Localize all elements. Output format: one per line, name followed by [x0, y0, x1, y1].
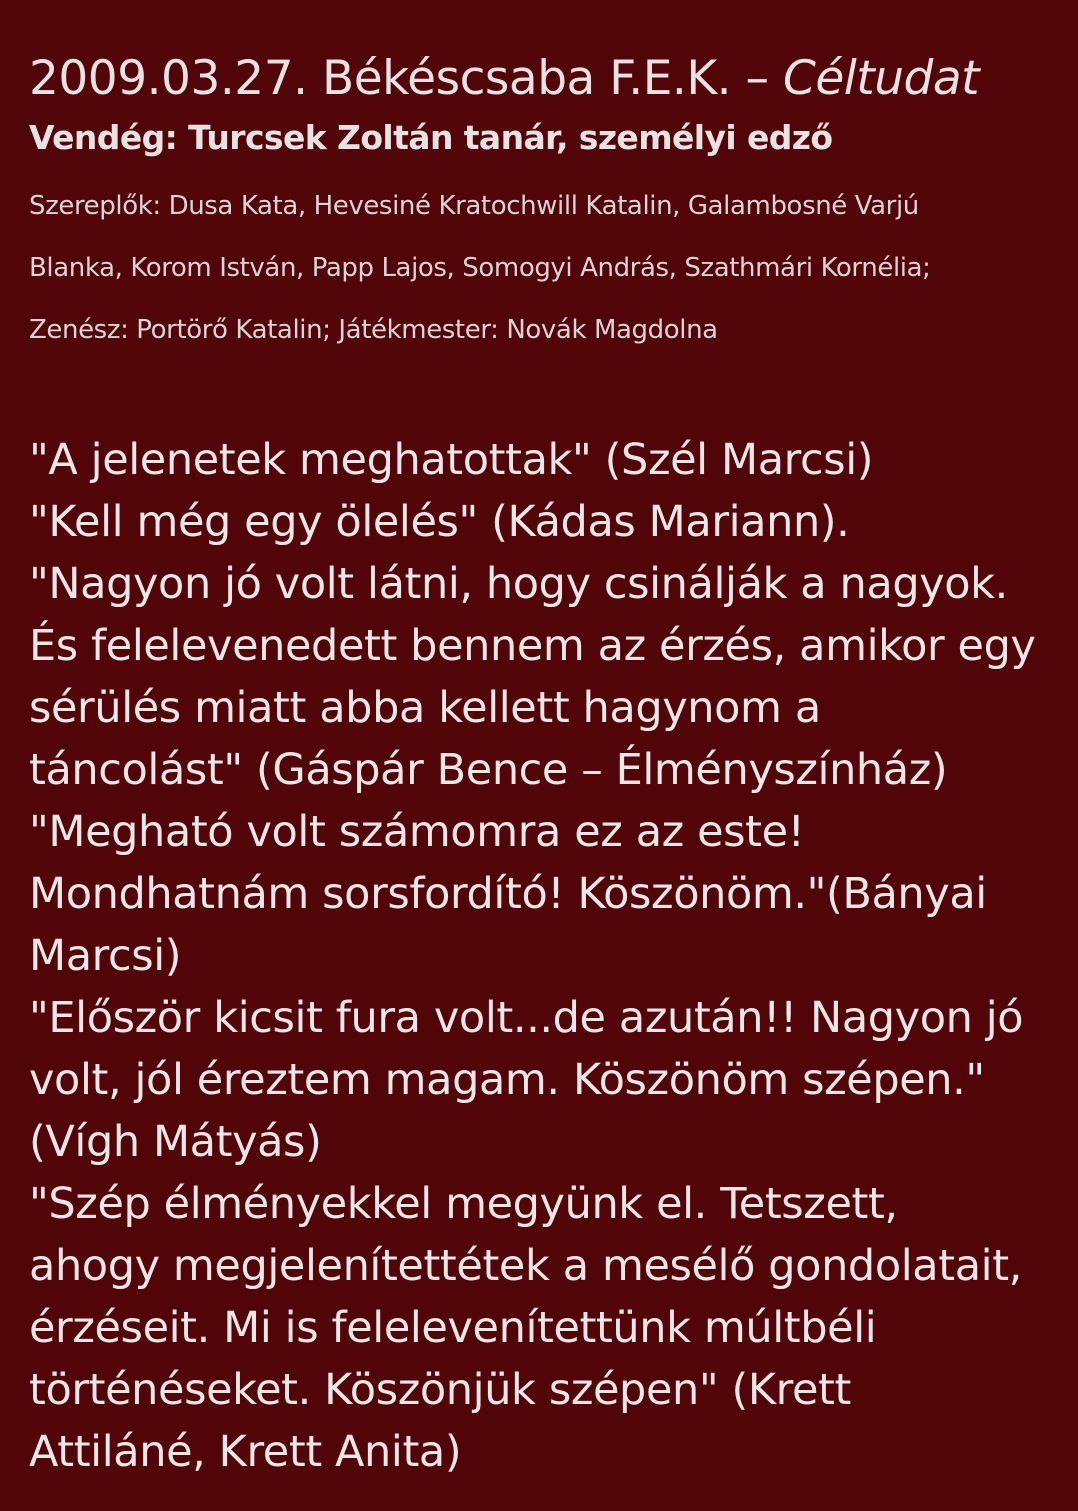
- credits-line: Szereplők: Dusa Kata, Hevesiné Kratochwill Katalin, Galambosné Varjú: [29, 191, 919, 221]
- quote-line: "A jelenetek meghatottak" (Szél Marcsi): [29, 435, 874, 485]
- quote-line: sérülés miatt abba kellett hagynom a: [29, 683, 821, 733]
- quote-line: táncolást" (Gáspár Bence – Élményszínház): [29, 745, 948, 795]
- quote-line: történéseket. Köszönjük szépen" (Krett: [29, 1365, 851, 1415]
- quote-line: "Nagyon jó volt látni, hogy csinálják a nagyok.: [29, 559, 1008, 609]
- quote-line: És felelevenedett bennem az érzés, amikor egy: [29, 621, 1036, 671]
- quotes-block: [29, 429, 1048, 1483]
- title-emphasis: Céltudat: [783, 51, 980, 106]
- credits-line: Zenész: Portörő Katalin; Játékmester: Novák Magdolna: [29, 315, 718, 345]
- page-title: [29, 45, 1048, 113]
- quote-line: Mondhatnám sorsfordító! Köszönöm."(Bányai: [29, 869, 987, 919]
- quote-line: (Vígh Mátyás): [29, 1117, 322, 1167]
- quote-line: érzéseit. Mi is felelevenítettünk múltbéli: [29, 1303, 877, 1353]
- quote-line: volt, jól éreztem magam. Köszönöm szépen.": [29, 1055, 985, 1105]
- title-main: 2009.03.27. Békéscsaba F.E.K. –: [29, 51, 783, 106]
- credits-line: Blanka, Korom István, Papp Lajos, Somogyi András, Szathmári Kornélia;: [29, 253, 931, 283]
- quote-line: Attiláné, Krett Anita): [29, 1427, 462, 1477]
- quote-line: "Megható volt számomra ez az este!: [29, 807, 805, 857]
- quote-line: "Szép élményekkel megyünk el. Tetszett,: [29, 1179, 898, 1229]
- guest-line: Vendég: Turcsek Zoltán tanár, személyi edző: [29, 118, 833, 157]
- credits-block: [29, 175, 1048, 361]
- quote-line: ahogy megjelenítettétek a mesélő gondolatait,: [29, 1241, 1022, 1291]
- quote-line: Marcsi): [29, 931, 182, 981]
- quote-line: "Kell még egy ölelés" (Kádas Mariann).: [29, 497, 850, 547]
- quote-line: "Először kicsit fura volt...de azután!! Nagyon jó: [29, 993, 1024, 1043]
